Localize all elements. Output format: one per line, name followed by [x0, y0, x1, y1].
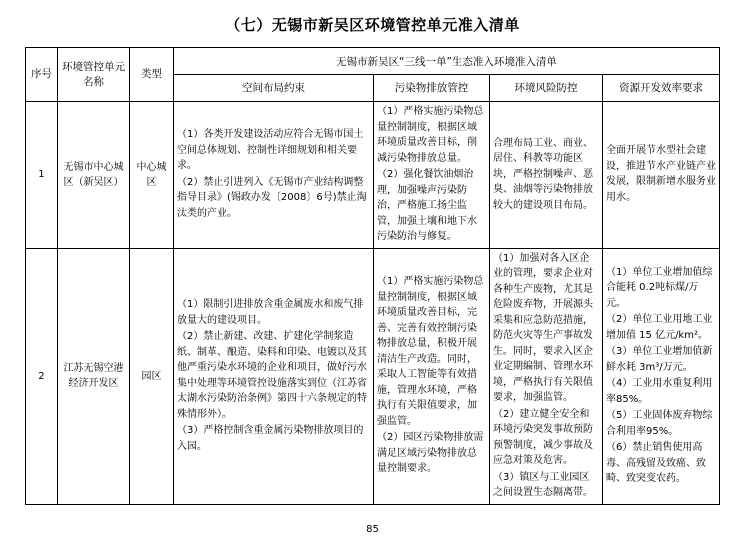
- row-pollutant: [373, 102, 489, 249]
- row-space: [173, 248, 373, 504]
- header-resource: 资源开发效率要求: [602, 75, 719, 102]
- row-resource: [602, 102, 719, 249]
- resource-item: （3）单位工业增加值新鲜水耗 3m³/万元。: [605, 346, 713, 373]
- resource-item: （4）工业用水重复利用率85%。: [605, 378, 713, 405]
- space-item: （1）限制引进排放含重金属废水和废气排放量大的建设项目。: [176, 299, 364, 326]
- space-item: （2）禁止新建、改建、扩建化学制浆造纸、制革、酿造、染料和印染、电镀以及其他严重污染水环境的企业和项目，做好污水集中处理等环境管控设施落实到位（江苏省太湖水污染防治条例》第四十六条规定的特殊情形外）。: [176, 331, 367, 420]
- resource-item: （1）单位工业增加值综合能耗 0.2吨标煤/万元。: [605, 266, 713, 309]
- pollutant-item: （2）园区污染物排放需满足区域污染物排放总量控制要求。: [376, 432, 484, 475]
- table-header-row-1: [25, 48, 719, 75]
- header-unit-name: 环境管控单元名称: [57, 48, 129, 102]
- pollutant-item: （1）严格实施污染物总量控制制度，根据区域环境质量改善目标，削减污染物排放总量。: [376, 106, 484, 164]
- header-no: 序号: [25, 48, 57, 102]
- resource-item: （2）单位工业用地工业增加值 15 亿元/km²。: [605, 314, 713, 341]
- risk-item: （3）镇区与工业园区之间设置生态隔离带。: [492, 471, 593, 498]
- header-type: 类型: [129, 48, 173, 102]
- pollutant-item: （2）强化餐饮油烟治理，加强噪声污染防治，严格施工扬尘监管，加强土壤和地下水污染防治与修复。: [376, 169, 477, 242]
- header-risk: 环境风险防控: [489, 75, 602, 102]
- row-unit-name: 无锡市中心城区（新吴区）: [57, 102, 129, 249]
- header-group-title: 无锡市新吴区“三线一单”生态准入环境准入清单: [173, 48, 719, 75]
- row-risk: [489, 102, 602, 249]
- row-space: [173, 102, 373, 249]
- space-item: （1）各类开发建设活动应符合无锡市国土空间总体规划、控制性详细规划和相关要求。: [176, 129, 364, 172]
- resource-item: （6）禁止销售使用高毒、高残留及致癌、致畸、致突变农药。: [605, 442, 706, 484]
- row-resource: [602, 248, 719, 504]
- row-pollutant: [373, 248, 489, 504]
- row-no: 2: [25, 248, 57, 504]
- space-item: （3）严格控制含重金属污染物排放项目的入园。: [176, 425, 364, 452]
- resource-item: （5）工业固体废弃物综合利用率95%。: [605, 410, 713, 437]
- row-type: 中心城区: [129, 102, 173, 249]
- pollutant-item: （1）严格实施污染物总量控制制度，根据区域环境质量改善目标，完善、完善有效控制污染物排放总量，积极开展清洁生产改造。同时，采取人工智能等有效措施，管理水环境，严格执行有关限值要求，加强监管。: [376, 276, 484, 427]
- row-risk: [489, 248, 602, 504]
- resource-item: 全面开展节水型社会建设，推进节水产业链产业发展，限制新增水服务业用水。: [605, 145, 716, 203]
- access-list-table: [25, 47, 720, 505]
- risk-item: 合理布局工业、商业、居住、科教等功能区块，严格控制噪声、恶臭、油烟等污染物排放较大的建设项目布局。: [492, 137, 593, 211]
- row-type: 园区: [129, 248, 173, 504]
- risk-item: （1）加强对各入区企业的管理，要求企业对各种生产废物，尤其是危险废弃物，开展源头采集和应急防范措施，防范火灾等生产事故发生。同时，要求入区企业定期编制、管理水环境，严格执行有关限值要求，加强监管。: [492, 252, 593, 403]
- row-no: 1: [25, 102, 57, 249]
- page-number: 85: [366, 524, 379, 535]
- table-row: [25, 102, 719, 249]
- header-pollutant: 污染物排放管控: [373, 75, 489, 102]
- row-unit-name: 江苏无锡空港经济开发区: [57, 248, 129, 504]
- document-page: [0, 14, 745, 541]
- risk-item: （2）建立健全安全和环境污染突发事故预防预警制度，减少事故及应急对策及危害。: [492, 408, 593, 466]
- header-space: 空间布局约束: [173, 75, 373, 102]
- page-title: （七）无锡市新吴区环境管控单元准入清单: [225, 16, 520, 34]
- space-item: （2）禁止引进列入《无锡市产业结构调整指导目录》(锡政办发〔2008〕6号)禁止淘汰类的产业。: [176, 176, 367, 219]
- table-row: [25, 248, 719, 504]
